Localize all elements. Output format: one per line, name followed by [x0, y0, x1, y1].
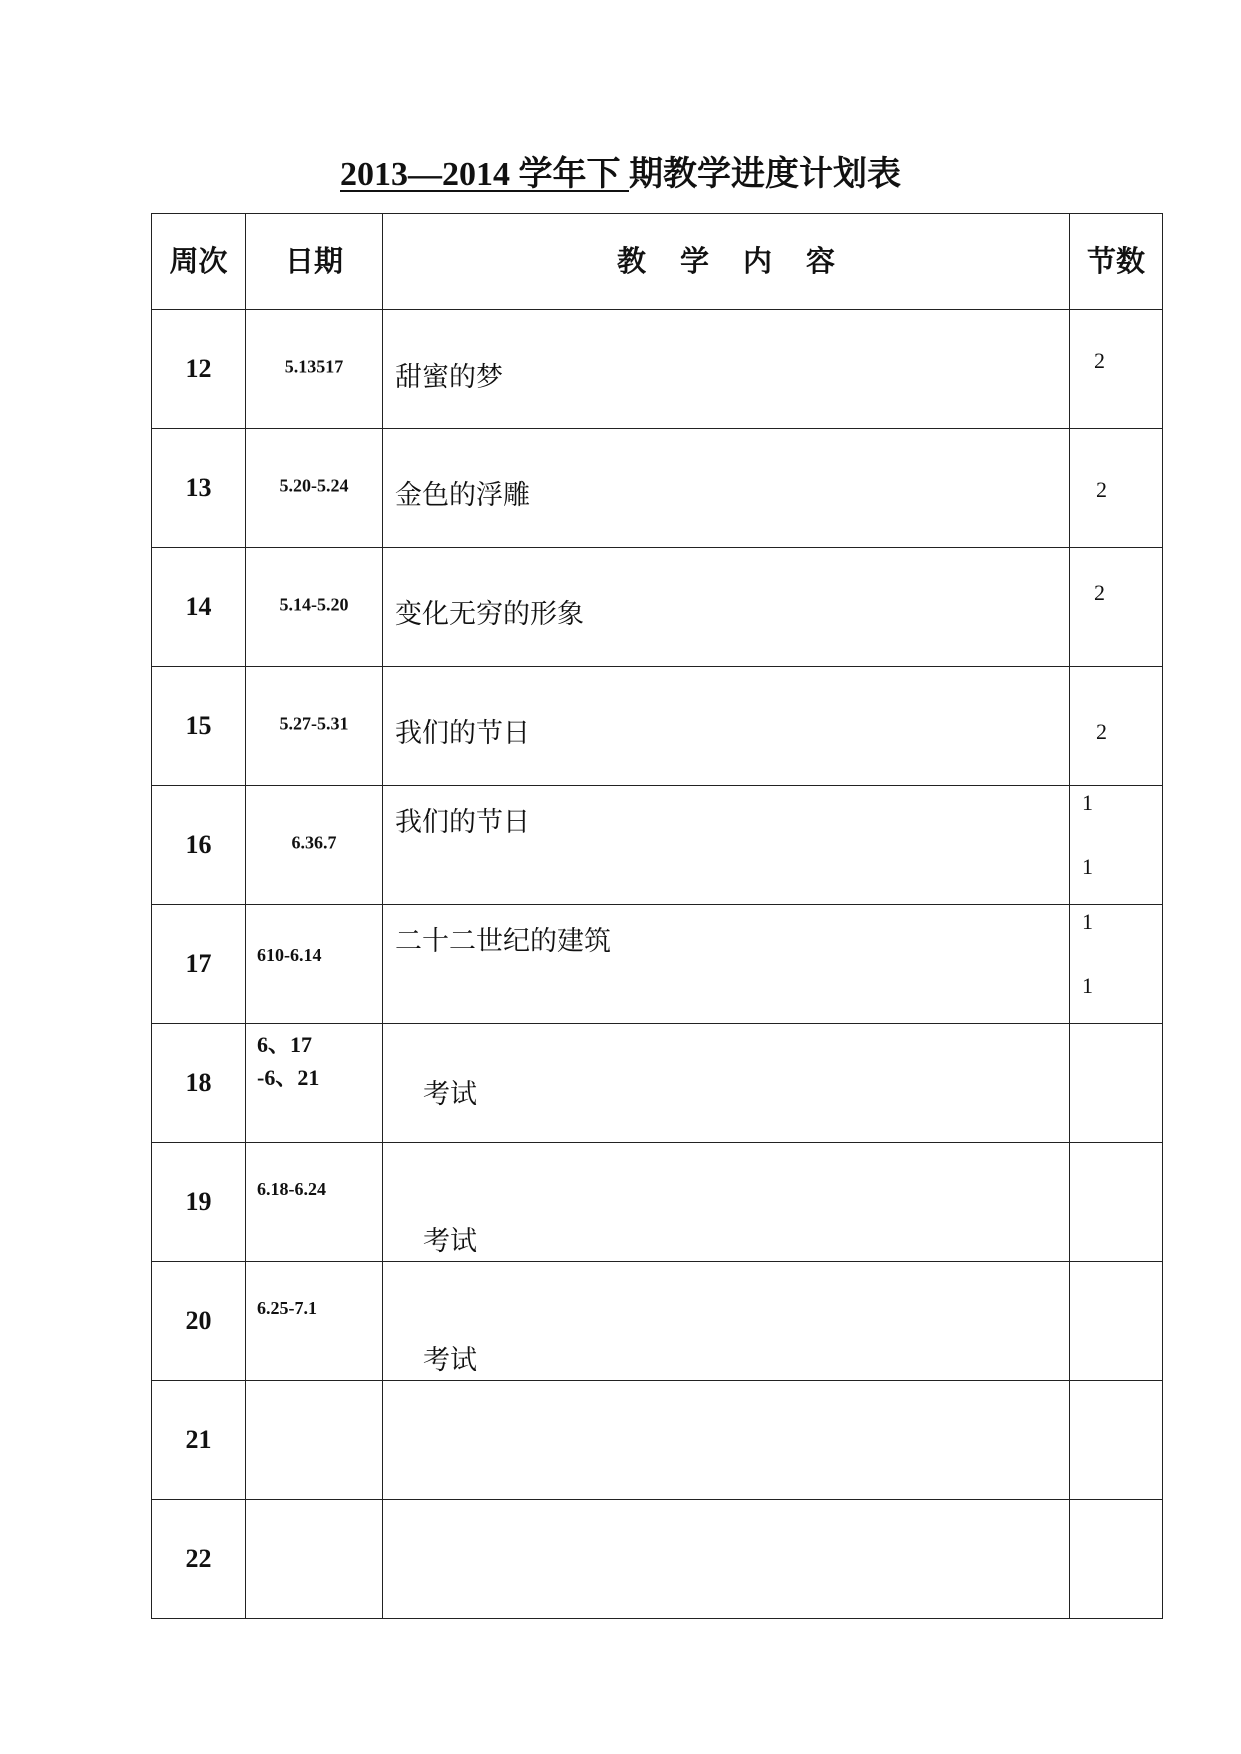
date-cell: [246, 429, 383, 548]
schedule-table: [151, 213, 1163, 1619]
week-cell: [152, 548, 246, 667]
content-cell: [383, 1024, 1070, 1143]
table-row: [152, 310, 1163, 429]
lesson-content: 金色的浮雕: [395, 480, 530, 511]
date-range: 6.18-6.24: [257, 1179, 326, 1199]
week-number: 18: [185, 1068, 212, 1097]
page-title: [0, 152, 1241, 198]
table-row: [152, 1262, 1163, 1381]
week-cell: [152, 1262, 246, 1381]
header-week: 周次: [169, 244, 228, 278]
header-week-cell: [152, 214, 246, 310]
content-cell: [383, 786, 1070, 905]
week-cell: [152, 786, 246, 905]
date-cell: [246, 1024, 383, 1143]
week-cell: [152, 1500, 246, 1619]
lesson-content: 二十二世纪的建筑: [395, 926, 611, 957]
week-number: 12: [185, 354, 212, 383]
content-cell: [383, 1381, 1070, 1500]
header-count: 节数: [1086, 244, 1145, 278]
lesson-content: 我们的节日: [395, 718, 530, 749]
lesson-content: 我们的节日: [395, 807, 530, 838]
content-cell: [383, 310, 1070, 429]
count-cell: [1070, 1500, 1163, 1619]
lesson-content: 考试: [423, 1345, 477, 1376]
week-number: 20: [185, 1306, 212, 1335]
lesson-count: 2: [1096, 719, 1107, 744]
week-number: 22: [185, 1544, 212, 1573]
count-cell: [1070, 1143, 1163, 1262]
date-range-line2: -6、21: [257, 1065, 320, 1090]
week-cell: [152, 310, 246, 429]
header-content-cell: [383, 214, 1070, 310]
content-cell: [383, 667, 1070, 786]
week-cell: [152, 1024, 246, 1143]
lesson-content: 甜蜜的梦: [395, 362, 503, 393]
lesson-content: 变化无穷的形象: [395, 599, 584, 630]
count-cell: [1070, 548, 1163, 667]
content-cell: [383, 548, 1070, 667]
table-row: [152, 667, 1163, 786]
lesson-count-second: 1: [1082, 854, 1093, 879]
date-range: 5.20-5.24: [279, 475, 349, 496]
header-content: 教学内容: [616, 244, 869, 278]
count-cell: [1070, 786, 1163, 905]
lesson-content: 考试: [423, 1079, 477, 1110]
week-number: 14: [185, 592, 212, 621]
count-cell: [1070, 1262, 1163, 1381]
date-cell: [246, 905, 383, 1024]
week-cell: [152, 905, 246, 1024]
count-cell: [1070, 1024, 1163, 1143]
week-cell: [152, 1381, 246, 1500]
count-cell: [1070, 905, 1163, 1024]
lesson-count: 2: [1094, 580, 1105, 605]
table-row: [152, 786, 1163, 905]
lesson-content: 考试: [423, 1226, 477, 1257]
date-cell: [246, 1143, 383, 1262]
lesson-count-second: 1: [1082, 973, 1093, 998]
table-row: [152, 1500, 1163, 1619]
week-cell: [152, 429, 246, 548]
header-count-cell: [1070, 214, 1163, 310]
date-range: 5.27-5.31: [279, 713, 349, 734]
week-cell: [152, 1143, 246, 1262]
date-cell: [246, 786, 383, 905]
date-range-line1: 6、17: [257, 1032, 313, 1057]
count-cell: [1070, 429, 1163, 548]
date-cell: [246, 310, 383, 429]
content-cell: [383, 1262, 1070, 1381]
table-header-row: [152, 214, 1163, 310]
content-cell: [383, 429, 1070, 548]
date-range: 610-6.14: [257, 945, 322, 965]
table-row: [152, 1381, 1163, 1500]
date-cell: [246, 1262, 383, 1381]
date-range: 6.36.7: [291, 832, 337, 853]
table-row: [152, 905, 1163, 1024]
week-cell: [152, 667, 246, 786]
week-number: 16: [185, 830, 212, 859]
week-number: 19: [185, 1187, 212, 1216]
header-date-cell: [246, 214, 383, 310]
date-cell: [246, 548, 383, 667]
lesson-count: 2: [1096, 477, 1107, 502]
title-rest: 期教学进度计划表: [629, 156, 901, 193]
week-number: 15: [185, 711, 212, 740]
title-underlined-part: 2013—2014 学年下: [340, 156, 629, 193]
lesson-count: 1: [1082, 790, 1093, 815]
date-cell: [246, 667, 383, 786]
date-cell: [246, 1381, 383, 1500]
content-cell: [383, 1500, 1070, 1619]
date-cell: [246, 1500, 383, 1619]
date-range: 5.13517: [284, 356, 344, 377]
header-date: 日期: [284, 244, 343, 278]
count-cell: [1070, 1381, 1163, 1500]
lesson-count: 2: [1094, 348, 1105, 373]
week-number: 13: [185, 473, 212, 502]
content-cell: [383, 1143, 1070, 1262]
table-row: [152, 548, 1163, 667]
date-range: 5.14-5.20: [279, 594, 349, 615]
date-range: 6.25-7.1: [257, 1298, 317, 1318]
table-row: [152, 1143, 1163, 1262]
count-cell: [1070, 667, 1163, 786]
week-number: 17: [185, 949, 212, 978]
week-number: 21: [185, 1425, 212, 1454]
count-cell: [1070, 310, 1163, 429]
date-range: [257, 1028, 319, 1094]
content-cell: [383, 905, 1070, 1024]
lesson-count: 1: [1082, 909, 1093, 934]
table-row: [152, 1024, 1163, 1143]
table-row: [152, 429, 1163, 548]
